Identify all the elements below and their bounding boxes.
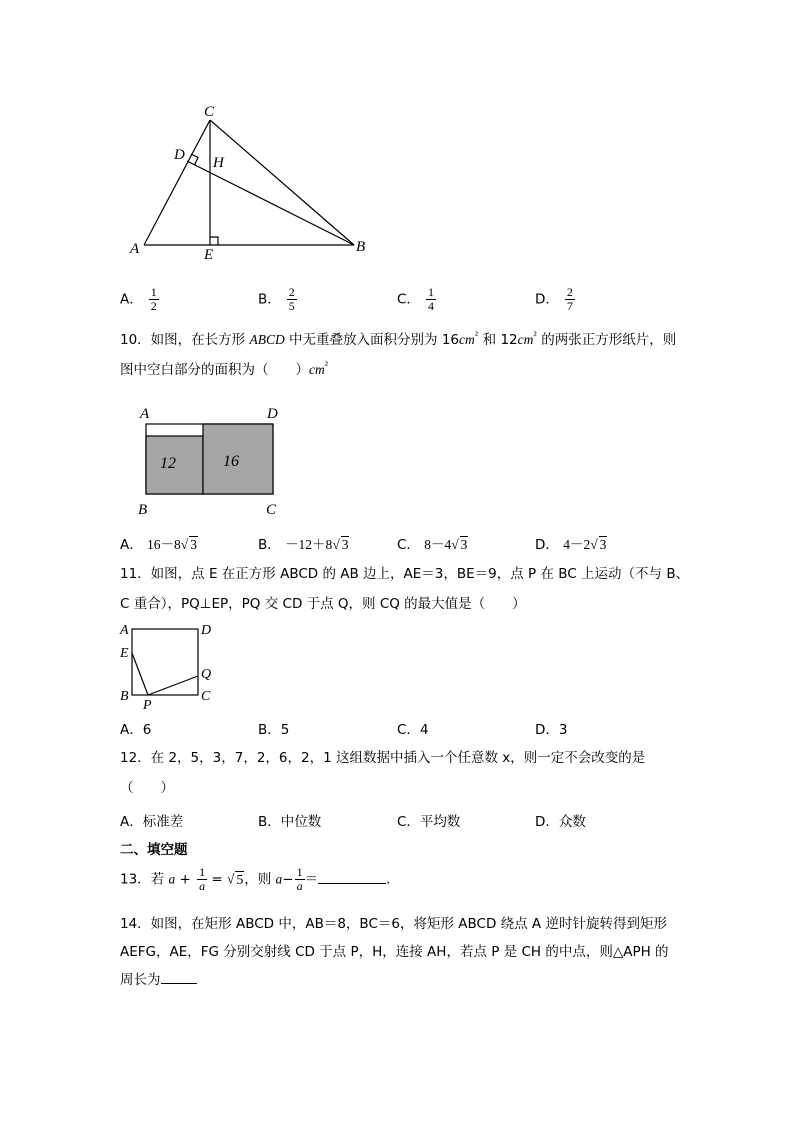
q11-option-a[interactable]: A．6 bbox=[120, 722, 152, 738]
q14-stem-line1: 14．如图，在矩形 ABCD 中，AB＝8，BC＝6，将矩形 ABCD 绕点 A 逆时针旋转得到矩形 bbox=[120, 916, 667, 932]
label-C: C bbox=[266, 502, 277, 518]
label-D: D bbox=[267, 406, 278, 422]
label-B: B bbox=[356, 239, 366, 255]
q14-stem-line2: AEFG，AE，FG 分别交射线 CD 于点 P，H，连接 AH，若点 P 是 CH 的中点，则△APH 的 bbox=[120, 944, 669, 960]
label-C: C bbox=[204, 104, 215, 120]
q11-option-b[interactable]: B．5 bbox=[258, 722, 290, 738]
fraction: $\frac{2}{5}$ bbox=[288, 285, 295, 313]
label-A: A bbox=[130, 241, 140, 257]
fraction: $\frac{1}{a}$ bbox=[296, 865, 303, 893]
q10-option-d[interactable]: D． 4－2√ 3 bbox=[535, 537, 607, 553]
fraction: $\frac{1}{a}$ bbox=[199, 865, 206, 893]
square-16-label: 16 bbox=[223, 453, 239, 470]
label-D: D bbox=[201, 623, 212, 638]
q11-stem-line1: 11．如图，点 E 在正方形 ABCD 的 AB 边上，AE＝3，BE＝9，点 P 在 BC 上运动（不与 B、 bbox=[120, 566, 690, 582]
q10-stem-line2: 图中空白部分的面积为（ ）$cm^{^2}$ bbox=[120, 361, 329, 378]
answer-blank[interactable] bbox=[161, 983, 197, 984]
q12-stem-line2: （ ） bbox=[120, 780, 174, 796]
q10-option-c[interactable]: C． 8－4√ 3 bbox=[397, 537, 468, 553]
answer-blank[interactable] bbox=[318, 883, 386, 884]
q10-option-b[interactable]: B． －12＋8√ 3 bbox=[258, 537, 349, 553]
fraction: $\frac{1}{4}$ bbox=[427, 285, 434, 313]
q11-option-d[interactable]: D．3 bbox=[535, 722, 568, 738]
q10-stem-line1: 10．如图，在长方形 ABCD 中无重叠放入面积分别为 $16cm^{^2}$ 和 $12cm^{^2}$ 的两张正方形纸片，则 bbox=[120, 331, 677, 348]
q12-option-a[interactable]: A．标准差 bbox=[120, 814, 184, 830]
fraction: $\frac{2}{7}$ bbox=[566, 285, 573, 313]
label-H: H bbox=[213, 155, 224, 171]
q11-option-c[interactable]: C．4 bbox=[397, 722, 429, 738]
label-C: C bbox=[201, 689, 211, 704]
label-B: B bbox=[120, 689, 129, 704]
label-A: A bbox=[140, 406, 150, 422]
q9-option-a[interactable]: A． $\frac{1}{2}$ bbox=[120, 285, 157, 313]
label-A: A bbox=[120, 623, 129, 638]
label-B: B bbox=[138, 502, 148, 518]
square-figure bbox=[116, 620, 226, 710]
label-E: E bbox=[120, 646, 129, 661]
q9-option-b[interactable]: B． $\frac{2}{5}$ bbox=[258, 285, 295, 313]
q12-option-d[interactable]: D．众数 bbox=[535, 814, 586, 830]
section-heading: 二、填空题 bbox=[120, 842, 188, 858]
fraction: $\frac{1}{2}$ bbox=[150, 285, 157, 313]
q14-stem-line3: 周长为 bbox=[120, 968, 197, 988]
triangle-figure bbox=[120, 98, 380, 268]
label-Q: Q bbox=[201, 667, 212, 682]
q11-stem-line2: C 重合），PQ⊥EP，PQ 交 CD 于点 Q，则 CQ 的最大值是（ ） bbox=[120, 596, 526, 612]
label-E: E bbox=[204, 247, 214, 263]
q12-option-b[interactable]: B．中位数 bbox=[258, 814, 322, 830]
label-D: D bbox=[174, 147, 185, 163]
rectangle-squares-figure bbox=[130, 400, 290, 520]
square-12-label: 12 bbox=[160, 455, 176, 472]
q12-stem-line1: 12．在 2，5，3，7，2，6，2，1 这组数据中插入一个任意数 x，则一定不会改变的是 bbox=[120, 750, 646, 766]
q13-stem: 13．若 a + $\frac{1}{a}$ = √ 5，则 a− $\frac{1}{a}$ ＝ . bbox=[120, 865, 391, 893]
q9-option-d[interactable]: D． $\frac{2}{7}$ bbox=[535, 285, 573, 313]
q12-option-c[interactable]: C．平均数 bbox=[397, 814, 461, 830]
q10-option-a[interactable]: A． 16－8√ 3 bbox=[120, 537, 197, 553]
q9-option-c[interactable]: C． $\frac{1}{4}$ bbox=[397, 285, 434, 313]
label-P: P bbox=[143, 698, 152, 710]
